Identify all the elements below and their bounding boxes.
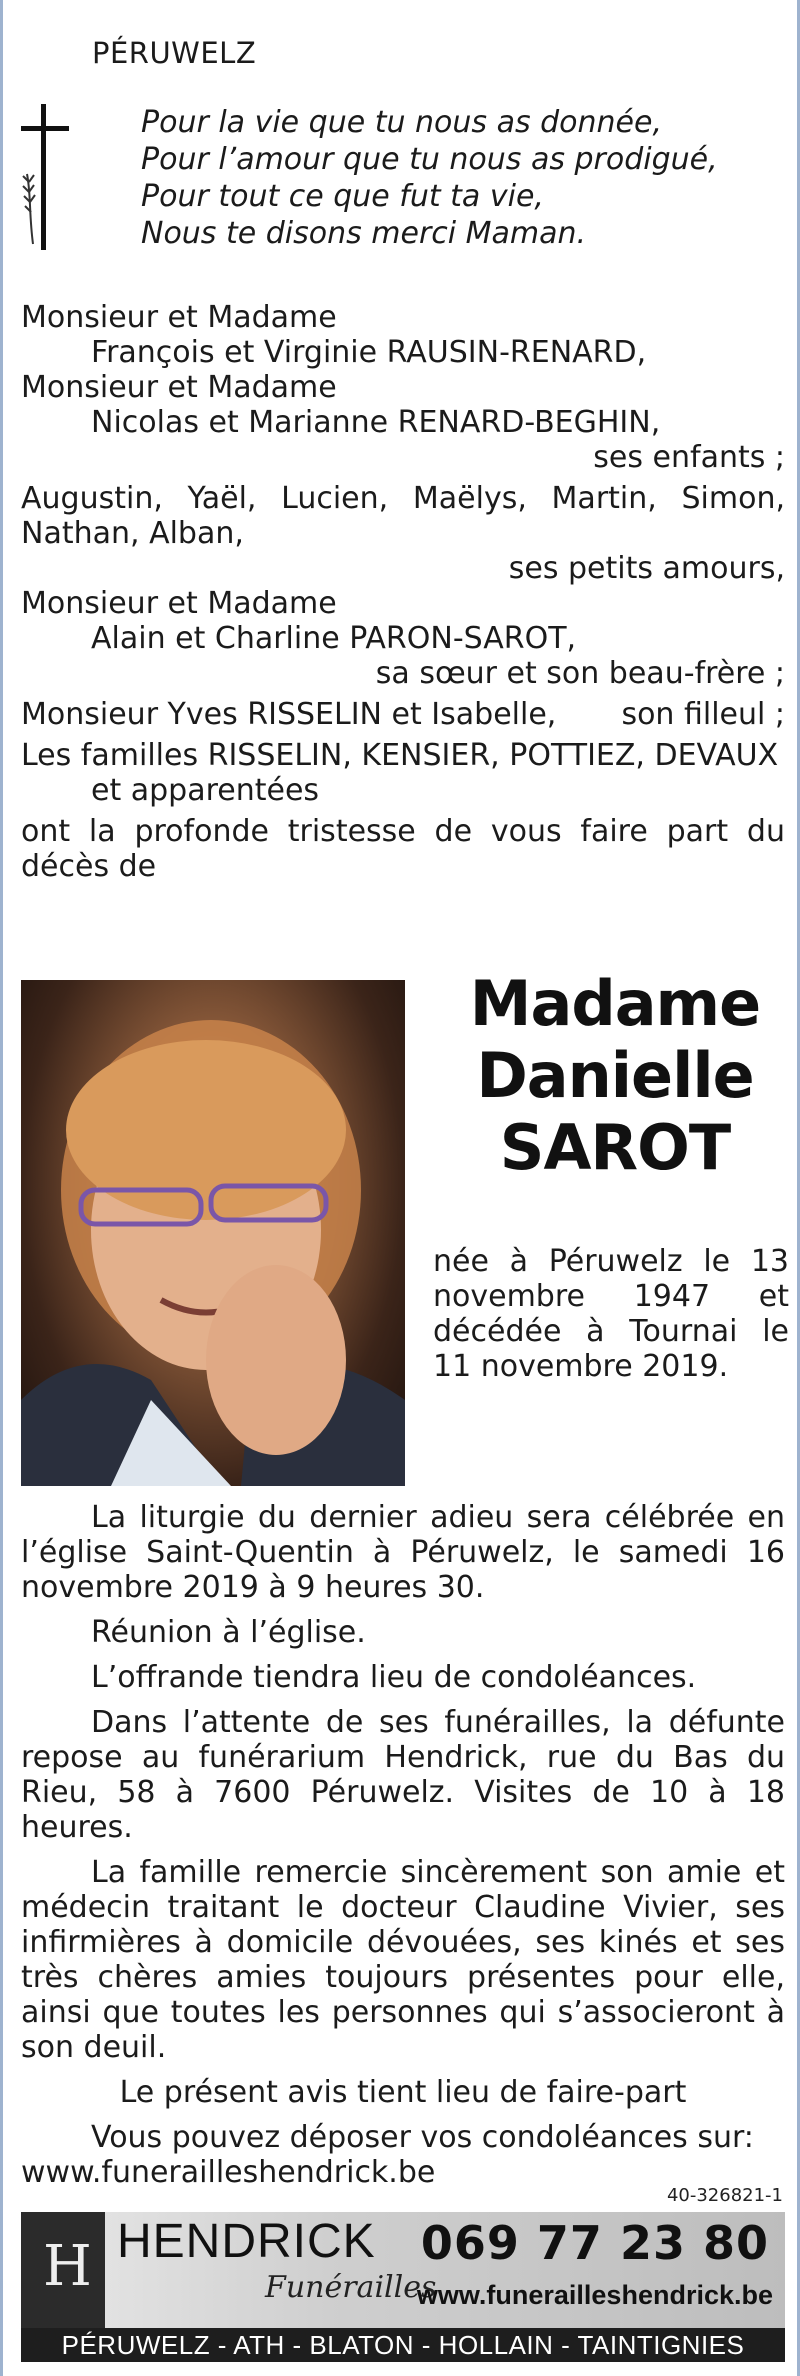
family-line: Augustin, Yaël, Lucien, Maëlys, Martin, Simon,: [21, 481, 785, 516]
name-first: Danielle: [476, 1039, 754, 1112]
family-line: et apparentées: [91, 773, 320, 808]
family-line: Monsieur et Madame: [21, 300, 337, 335]
family-line: décès de: [21, 849, 157, 884]
family-line: [21, 697, 785, 732]
godson-role: son filleul ;: [621, 697, 785, 732]
brand-name: HENDRICK: [117, 2215, 376, 2268]
paragraph: La famille remercie sincèrement son amie et médecin traitant le docteur Claudine Vivier, ses infirmières à domicile dévouées, ses kinés et ses très chères amies toujours présentes pour elle, ainsi que toutes les personnes qui s’associeront à son deuil.: [21, 1855, 785, 2065]
poem: [141, 104, 718, 252]
website-link[interactable]: www.funerailleshendrick.be: [416, 2280, 773, 2310]
name-last: SAROT: [499, 1111, 731, 1184]
paragraph: Dans l’attente de ses funérailles, la défunte repose au funérarium Hendrick, rue du Bas du Rieu, 58 à 7600 Péruwelz. Visites de 10 à 18 heures.: [21, 1705, 785, 1845]
town-list: PÉRUWELZ - ATH - BLATON - HOLLAIN - TAINTIGNIES: [21, 2328, 785, 2362]
godson-name: Monsieur Yves RISSELIN et Isabelle,: [21, 697, 557, 732]
condolence-link[interactable]: www.funerailleshendrick.be: [21, 2155, 436, 2190]
paragraph: L’offrande tiendra lieu de condoléances.: [91, 1660, 697, 1695]
deceased-name: [435, 968, 795, 1184]
poem-line: Pour l’amour que tu nous as prodigué,: [141, 142, 718, 177]
family-line: ses enfants ;: [593, 440, 785, 475]
poem-line: Pour tout ce que fut ta vie,: [141, 179, 544, 214]
brand-subtitle: Funérailles: [265, 2270, 437, 2305]
funeral-home-banner: [21, 2212, 785, 2362]
paragraph: Vous pouvez déposer vos condoléances sur:: [91, 2120, 754, 2155]
family-line: Alain et Charline PARON-SAROT,: [91, 621, 577, 656]
family-line: François et Virginie RAUSIN-RENARD,: [91, 335, 647, 370]
family-line: Monsieur et Madame: [21, 370, 337, 405]
paragraph: Le présent avis tient lieu de faire-part: [119, 2075, 687, 2110]
family-line: Nicolas et Marianne RENARD-BEGHIN,: [91, 405, 661, 440]
paragraph: Réunion à l’église.: [91, 1615, 366, 1650]
logo-letter: H: [43, 2234, 92, 2299]
family-list: [21, 300, 785, 884]
phone-number[interactable]: 069 77 23 80: [420, 2216, 769, 2270]
poem-line: Pour la vie que tu nous as donnée,: [141, 105, 663, 140]
birth-death-details: née à Péruwelz le 13 novembre 1947 et décédée à Tournai le 11 novembre 2019.: [433, 1244, 789, 1384]
name-title: Madame: [469, 967, 761, 1040]
paragraph: La liturgie du dernier adieu sera célébrée en l’église Saint-Quentin à Péruwelz, le samedi 16 novembre 2019 à 9 heures 30.: [21, 1500, 785, 1605]
notice-body: [21, 1500, 785, 2200]
family-line: Nathan, Alban,: [21, 516, 244, 551]
town-heading: PÉRUWELZ: [92, 36, 257, 70]
logo: [21, 2212, 105, 2330]
family-line: ont la profonde tristesse de vous faire part du: [21, 814, 785, 849]
reference-number: 40-326821-1: [666, 2185, 783, 2206]
portrait-photo: [21, 980, 405, 1486]
family-line: Monsieur et Madame: [21, 586, 337, 621]
family-line: Les familles RISSELIN, KENSIER, POTTIEZ, DEVAUX: [21, 738, 779, 773]
poem-line: Nous te disons merci Maman.: [141, 216, 587, 251]
cross-icon: [17, 104, 73, 250]
family-line: sa sœur et son beau-frère ;: [375, 656, 785, 691]
family-line: ses petits amours,: [508, 551, 785, 586]
